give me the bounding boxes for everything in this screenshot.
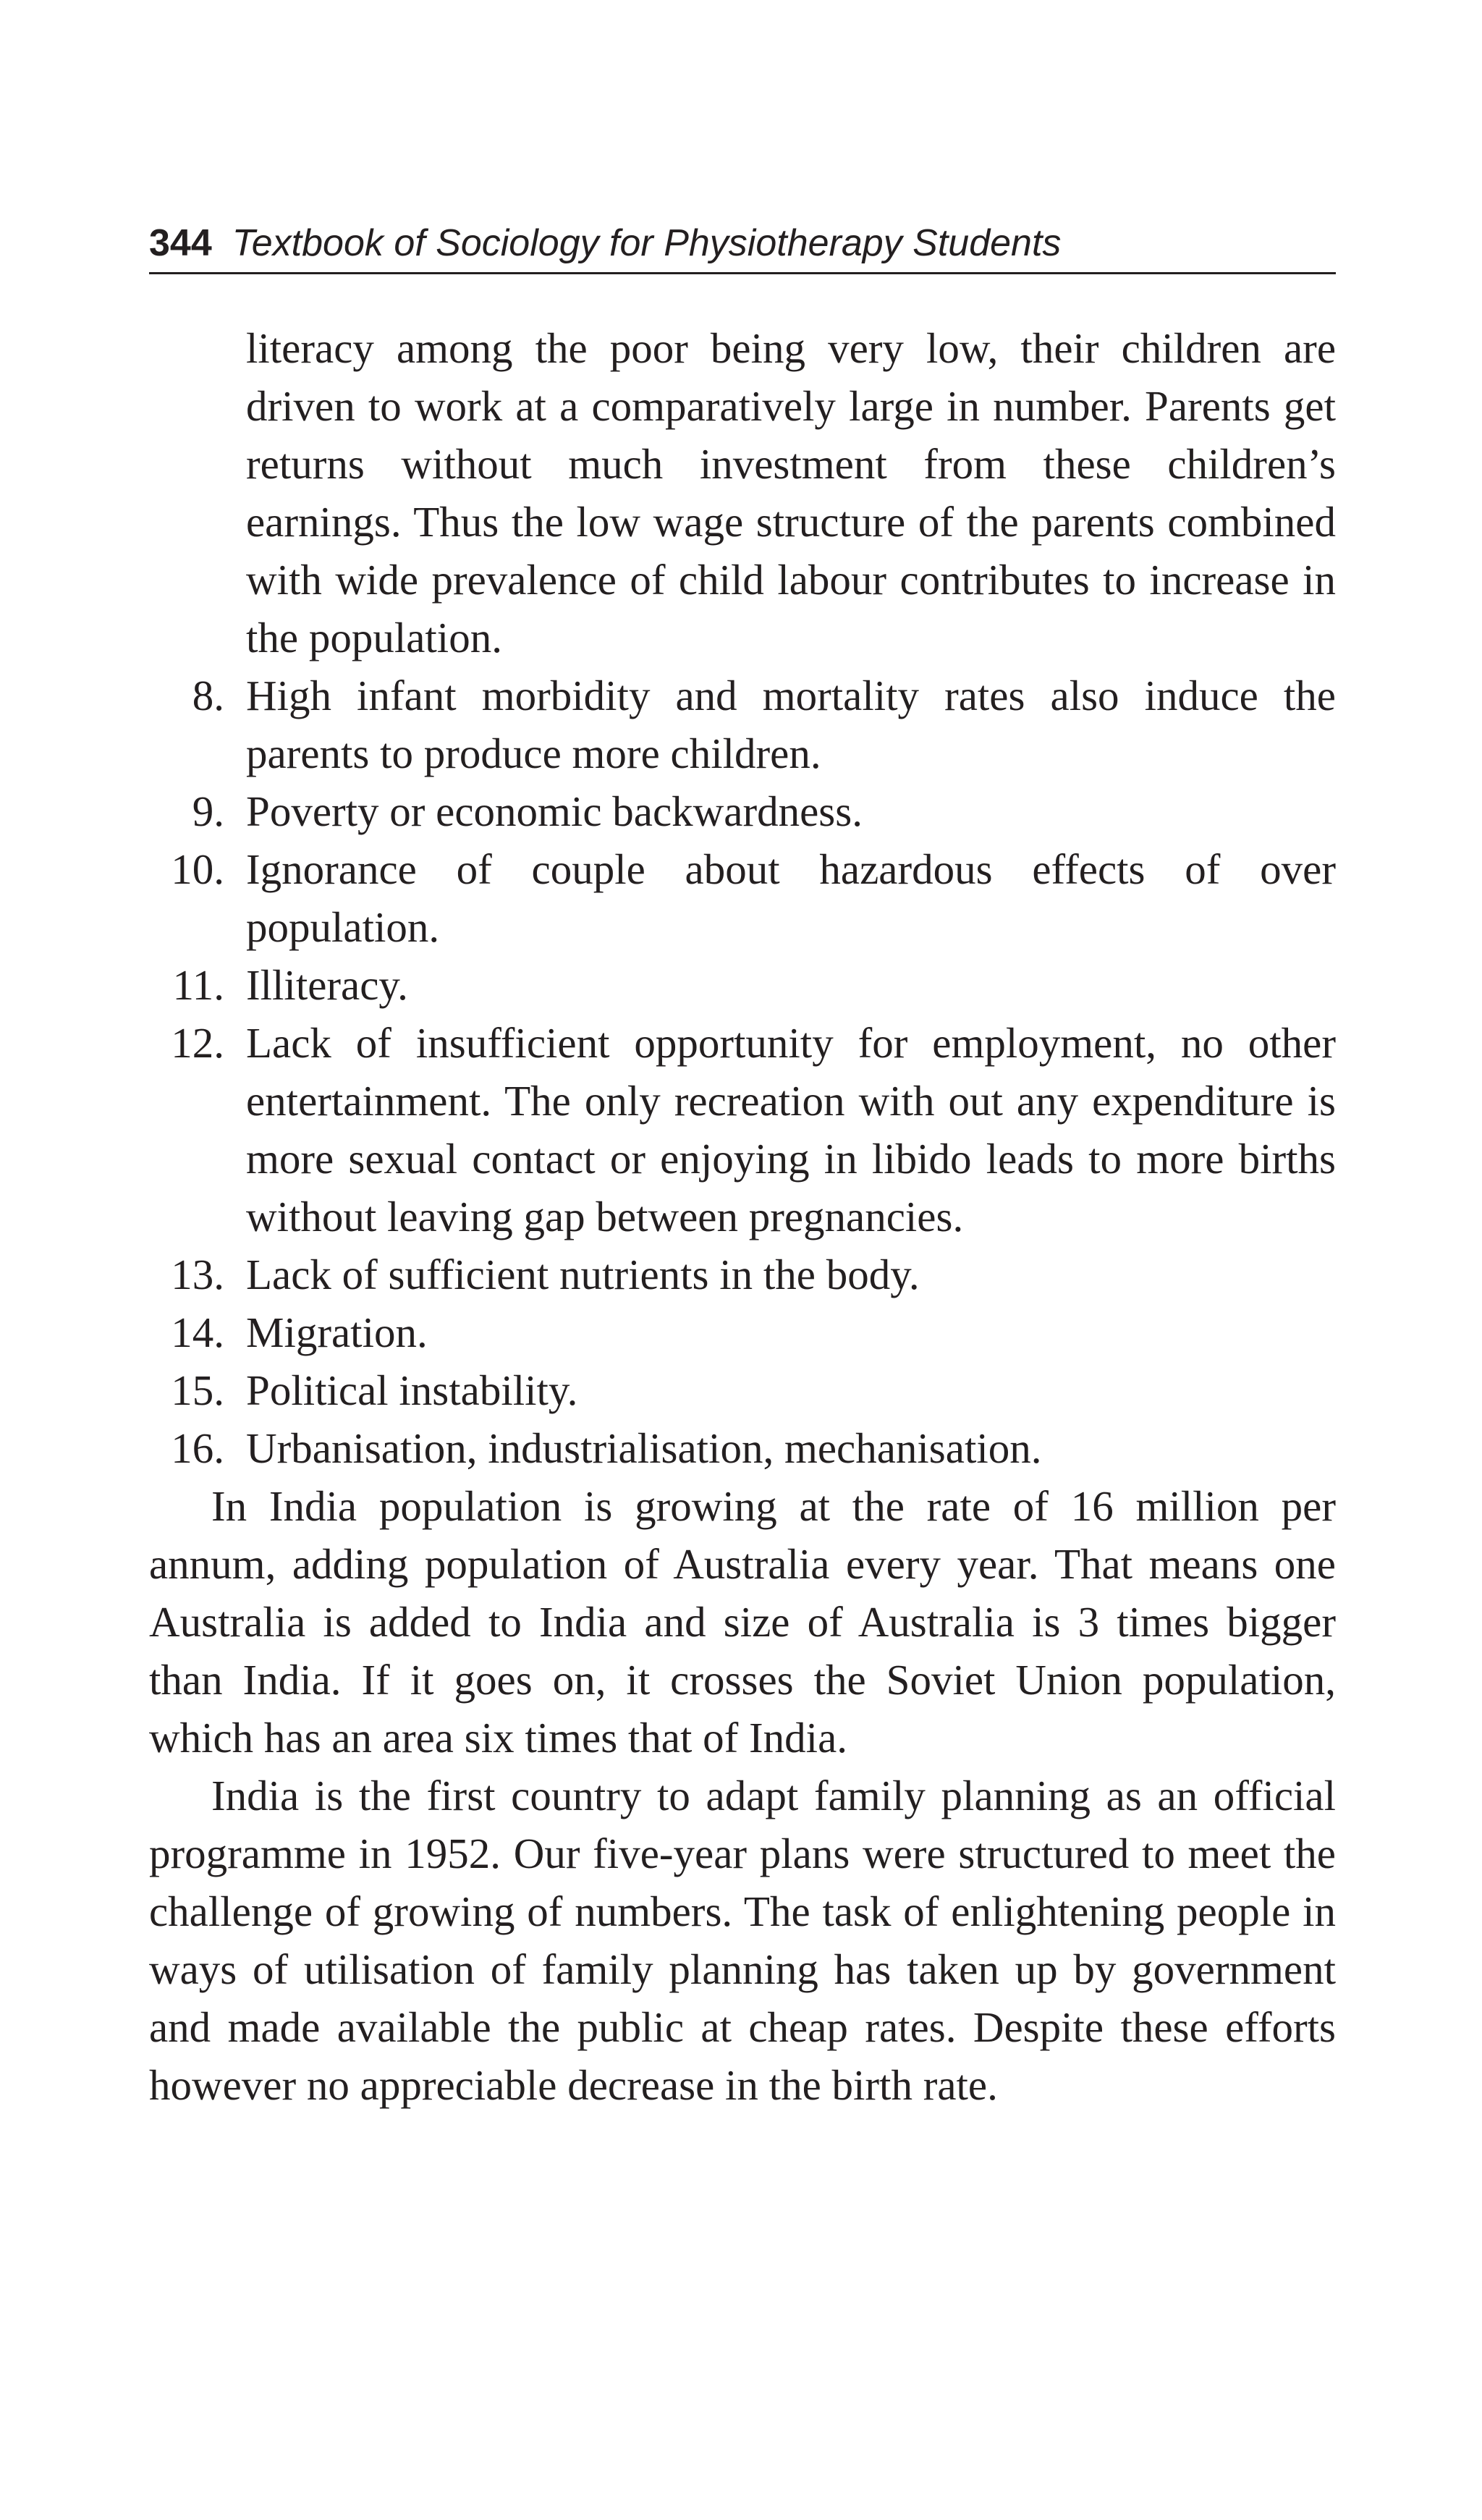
paragraph-population-growth: In India population is growing at the rate of 16 million per annum, adding population of Australia every year. That means one Australia is added to India and size of Australia is 3 times bigger than India. If it goes on, it crosses the Soviet Union population, which has an area six times that of India. (149, 1482, 1336, 1762)
list-item-text: Migration. (246, 1308, 428, 1356)
causes-list (149, 667, 1336, 1477)
list-item-number: 9. (192, 787, 224, 835)
list-item-text: Illiteracy. (246, 961, 408, 1009)
list-item (149, 782, 1336, 840)
list-item-text: Ignorance of couple about hazardous effects of over population. (246, 845, 1336, 951)
list-item-number: 15. (171, 1366, 224, 1414)
paragraph-family-planning: India is the first country to adapt family planning as an official programme in 1952. Our five-year plans were structured to meet the challenge of growing of numbers. The task of enlightening people in ways of utilisation of family planning has taken up by government and made available the public at cheap rates. Despite these efforts however no appreciable decrease in the birth rate. (149, 1772, 1336, 2109)
list-item-number: 11. (172, 961, 224, 1009)
list-item (149, 956, 1336, 1014)
list-item (149, 1014, 1336, 1246)
list-item (149, 840, 1336, 956)
page-body (149, 319, 1336, 2114)
list-item-text: Lack of sufficient nutrients in the body. (246, 1251, 920, 1298)
list-item-number: 14. (171, 1308, 224, 1356)
book-title: Textbook of Sociology for Physiotherapy Students (232, 222, 1062, 264)
list-item (149, 1419, 1336, 1477)
list-item-number: 16. (171, 1424, 224, 1472)
list-item-text: High infant morbidity and mortality rates also induce the parents to produce more children. (246, 672, 1336, 777)
list-item-number: 8. (192, 672, 224, 719)
list-item-number: 13. (171, 1251, 224, 1298)
list-item-text: Political instability. (246, 1366, 578, 1414)
running-header (149, 214, 1336, 274)
list-continuation-text: literacy among the poor being very low, their children are driven to work at a comparatively large in number. Parents get returns without much investment from these children’s earnings. Thus the low wage structure of the parents combined with wide prevalence of child labour contributes to increase in the population. (246, 324, 1336, 661)
list-item-text: Poverty or economic backwardness. (246, 787, 863, 835)
list-item (149, 1246, 1336, 1303)
page-number: 344 (149, 222, 212, 264)
list-item (149, 1361, 1336, 1419)
list-item-number: 10. (171, 845, 224, 893)
list-item-text: Lack of insufficient opportunity for employment, no other entertainment. The only recreation with out any expenditure is more sexual contact or enjoying in libido leads to more births without leaving gap between pregnancies. (246, 1019, 1336, 1240)
list-item-number: 12. (171, 1019, 224, 1067)
list-item (149, 1303, 1336, 1361)
list-item-text: Urbanisation, industrialisation, mechanisation. (246, 1424, 1042, 1472)
list-item (149, 667, 1336, 782)
